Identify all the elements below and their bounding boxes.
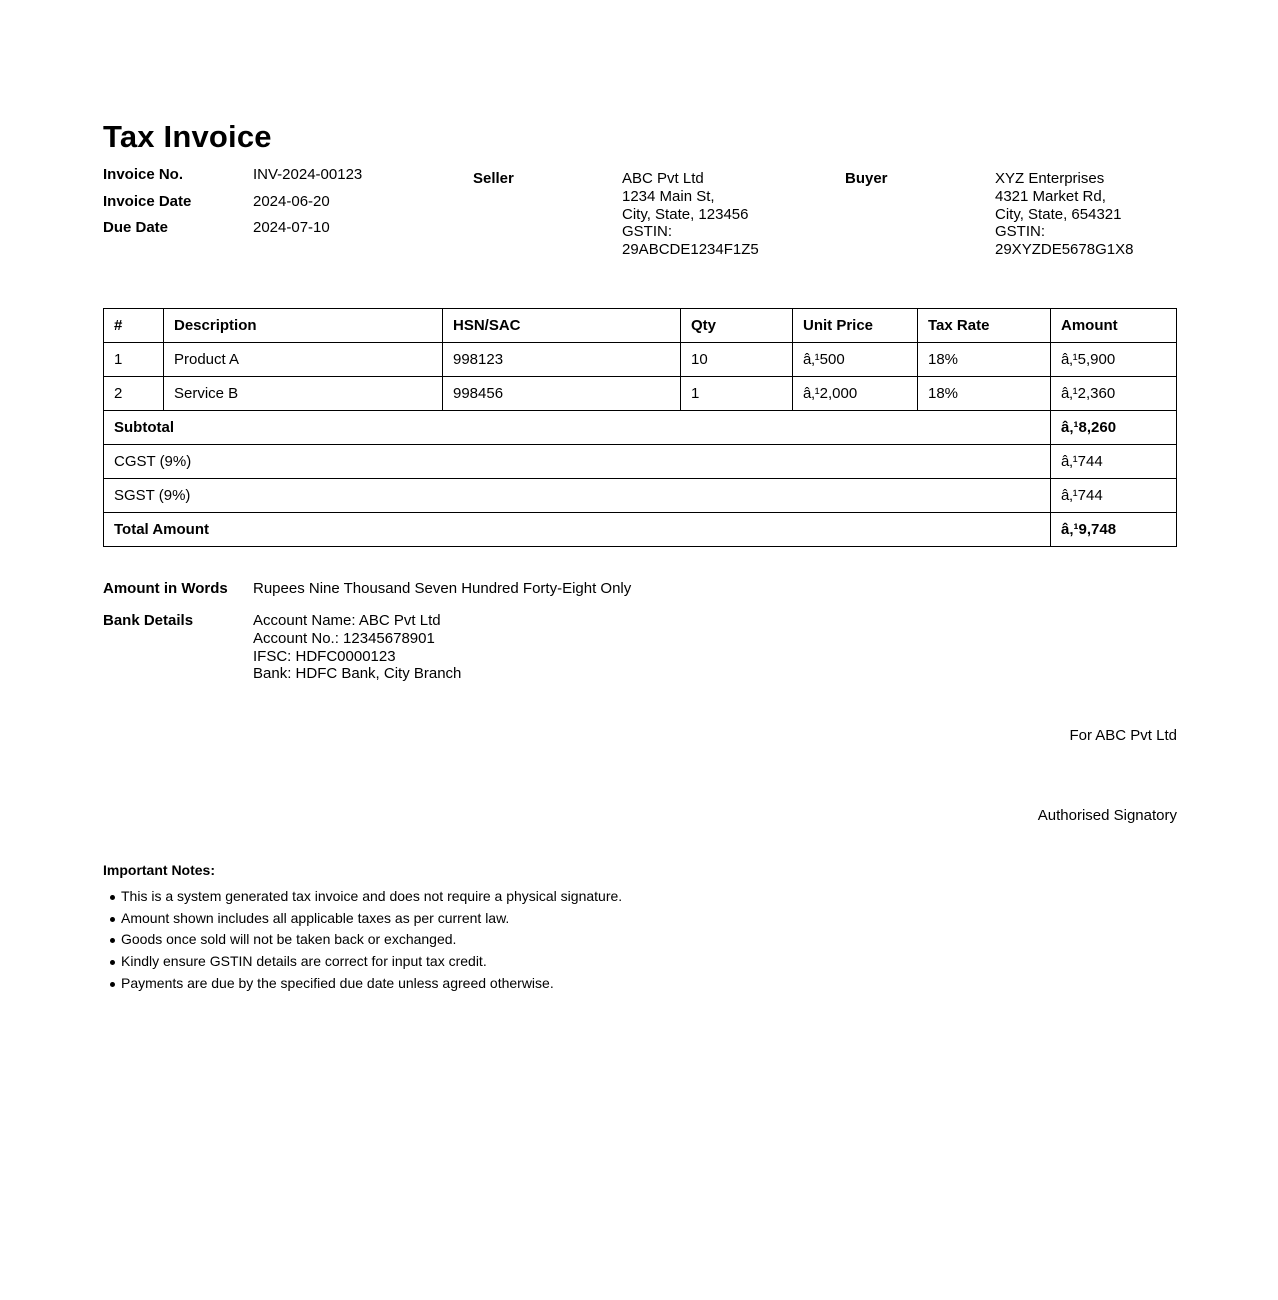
authorised-signatory-line: Authorised Signatory — [1037, 807, 1177, 824]
item-hsn: 998123 — [443, 343, 681, 377]
invoice-meta-labels — [103, 162, 253, 242]
bank-details-block — [253, 612, 461, 683]
cgst-label: CGST (9%) — [104, 445, 1051, 479]
cgst-row — [104, 445, 1177, 479]
buyer-street: 4321 Market Rd, — [995, 187, 1106, 205]
invoice-date-value: 2024-06-20 — [253, 192, 330, 210]
note-item: This is a system generated tax invoice and does not require a physical signature. — [103, 886, 1103, 908]
seller-gstin-value: 29ABCDE1234F1Z5 — [622, 241, 759, 259]
item-unit-price: â‚¹2,000 — [793, 377, 918, 411]
buyer-gstin-label: GSTIN: — [995, 223, 1046, 241]
due-date-label: Due Date — [103, 219, 169, 236]
item-qty: 10 — [681, 343, 793, 377]
col-header-hsn-sac: HSN/SAC — [443, 309, 681, 343]
important-notes-heading: Important Notes: — [103, 862, 215, 878]
buyer-name: XYZ Enterprises — [995, 170, 1105, 187]
buyer-address — [995, 170, 1180, 259]
cgst-amount: â‚¹744 — [1051, 445, 1177, 479]
table-row — [104, 377, 1177, 411]
bank-branch: Bank: HDFC Bank, City Branch — [253, 665, 462, 683]
seller-name: ABC Pvt Ltd — [622, 170, 704, 187]
subtotal-amount: â‚¹8,260 — [1051, 411, 1177, 445]
amount-in-words-value: Rupees Nine Thousand Seven Hundred Forty-Eight Only — [253, 580, 632, 597]
bank-details-label: Bank Details — [103, 612, 194, 629]
sgst-label: SGST (9%) — [104, 479, 1051, 513]
table-header-row — [104, 309, 1177, 343]
page-title: Tax Invoice — [103, 119, 272, 154]
note-item: Payments are due by the specified due date unless agreed otherwise. — [103, 973, 1103, 995]
seller-label: Seller — [473, 170, 514, 187]
col-header-qty: Qty — [681, 309, 793, 343]
buyer-gstin-value: 29XYZDE5678G1X8 — [995, 241, 1134, 259]
note-item: Amount shown includes all applicable taxes as per current law. — [103, 908, 1103, 930]
seller-gstin-label: GSTIN: — [622, 223, 673, 241]
bank-ifsc: IFSC: HDFC0000123 — [253, 647, 396, 665]
item-tax-rate: 18% — [918, 343, 1051, 377]
amount-in-words-label: Amount in Words — [103, 580, 228, 597]
col-header-num: # — [104, 309, 164, 343]
col-header-unit-price: Unit Price — [793, 309, 918, 343]
due-date-value: 2024-07-10 — [253, 219, 330, 236]
note-item: Goods once sold will not be taken back or exchanged. — [103, 929, 1103, 951]
important-notes-list — [103, 886, 1103, 995]
item-description: Product A — [164, 343, 443, 377]
seller-city: City, State, 123456 — [622, 205, 749, 223]
item-amount: â‚¹2,360 — [1051, 377, 1177, 411]
note-item: Kindly ensure GSTIN details are correct for input tax credit. — [103, 951, 1103, 973]
total-amount-value: â‚¹9,748 — [1051, 513, 1177, 547]
invoice-no-label: Invoice No. — [103, 166, 184, 183]
item-qty: 1 — [681, 377, 793, 411]
item-unit-price: â‚¹500 — [793, 343, 918, 377]
subtotal-row — [104, 411, 1177, 445]
total-amount-label: Total Amount — [104, 513, 1051, 547]
item-tax-rate: 18% — [918, 377, 1051, 411]
col-header-description: Description — [164, 309, 443, 343]
item-amount: â‚¹5,900 — [1051, 343, 1177, 377]
invoice-no-value: INV-2024-00123 — [253, 166, 363, 183]
col-header-tax-rate: Tax Rate — [918, 309, 1051, 343]
total-amount-row — [104, 513, 1177, 547]
item-num: 1 — [104, 343, 164, 377]
buyer-city: City, State, 654321 — [995, 205, 1122, 223]
sgst-amount: â‚¹744 — [1051, 479, 1177, 513]
signature-for-line: For ABC Pvt Ltd — [1069, 727, 1177, 744]
item-description: Service B — [164, 377, 443, 411]
seller-address — [622, 170, 845, 259]
invoice-meta-values — [253, 162, 473, 242]
item-hsn: 998456 — [443, 377, 681, 411]
bank-account-no: Account No.: 12345678901 — [253, 629, 435, 647]
col-header-amount: Amount — [1051, 309, 1177, 343]
seller-street: 1234 Main St, — [622, 187, 715, 205]
items-table — [103, 308, 1177, 547]
subtotal-label: Subtotal — [104, 411, 1051, 445]
item-num: 2 — [104, 377, 164, 411]
invoice-date-label: Invoice Date — [103, 192, 192, 210]
table-row — [104, 343, 1177, 377]
bank-account-name: Account Name: ABC Pvt Ltd — [253, 612, 441, 629]
sgst-row — [104, 479, 1177, 513]
buyer-label: Buyer — [845, 170, 888, 187]
